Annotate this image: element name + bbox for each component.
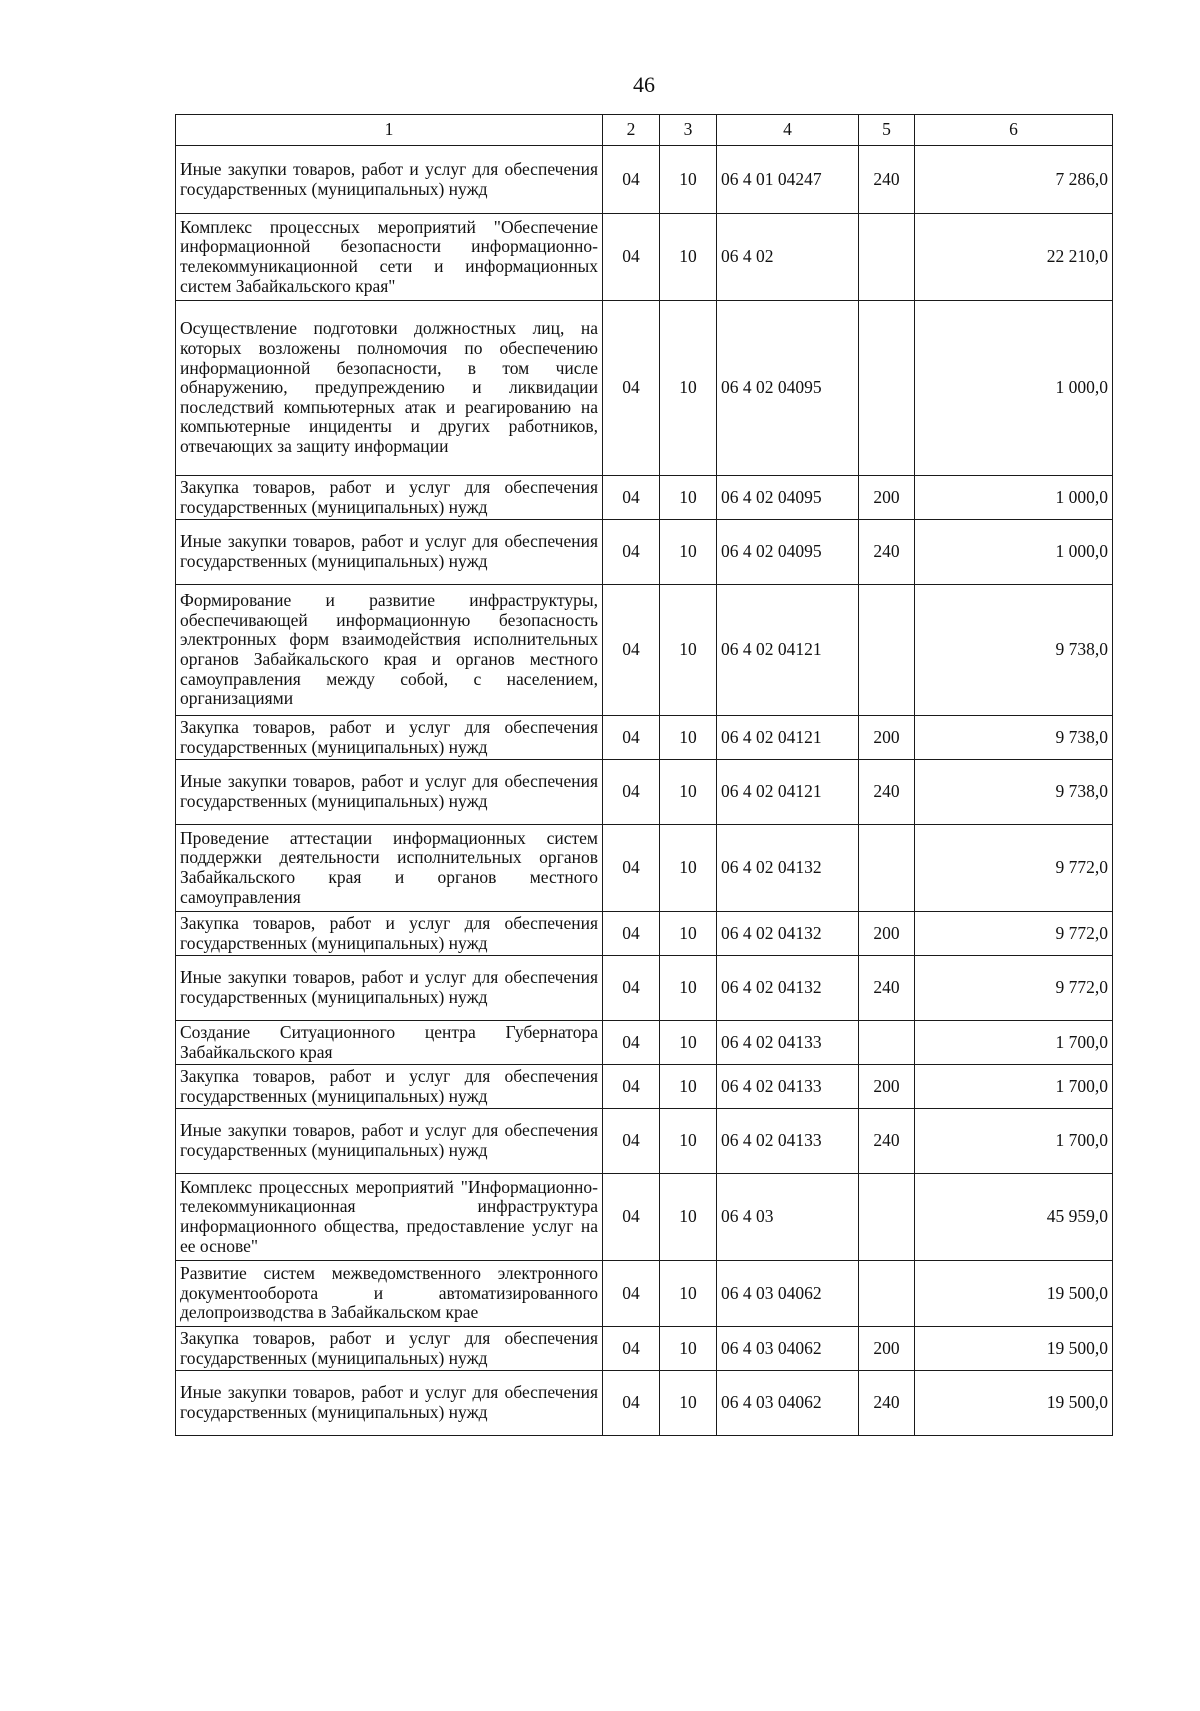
row-name: Закупка товаров, работ и услуг для обеспечения государственных (муниципальных) нужд xyxy=(176,1327,603,1371)
row-expense-type: 240 xyxy=(859,1371,915,1436)
table-row xyxy=(176,585,1113,716)
row-name: Создание Ситуационного центра Губернатора Забайкальского края xyxy=(176,1021,603,1065)
row-amount: 45 959,0 xyxy=(915,1174,1113,1261)
row-subsection-code: 10 xyxy=(660,585,717,716)
row-name: Закупка товаров, работ и услуг для обеспечения государственных (муниципальных) нужд xyxy=(176,716,603,760)
table-row xyxy=(176,716,1113,760)
row-section-code: 04 xyxy=(603,1065,660,1109)
row-amount: 1 000,0 xyxy=(915,520,1113,585)
row-target-article: 06 4 01 04247 xyxy=(717,146,859,214)
row-section-code: 04 xyxy=(603,956,660,1021)
row-name: Комплекс процессных мероприятий "Информационно-телекоммуникационная инфраструктура информационного общества, предоставление услуг на ее основе" xyxy=(176,1174,603,1261)
row-section-code: 04 xyxy=(603,520,660,585)
row-target-article: 06 4 02 04133 xyxy=(717,1065,859,1109)
row-expense-type: 200 xyxy=(859,716,915,760)
header-row xyxy=(176,115,1113,146)
table-row xyxy=(176,476,1113,520)
row-subsection-code: 10 xyxy=(660,1174,717,1261)
budget-table xyxy=(175,114,1113,1436)
header-col-6: 6 xyxy=(915,115,1113,146)
row-amount: 19 500,0 xyxy=(915,1371,1113,1436)
header-col-1: 1 xyxy=(176,115,603,146)
table-row xyxy=(176,1174,1113,1261)
row-name: Формирование и развитие инфраструктуры, обеспечивающей информационную безопасность электронных форм взаимодействия исполнительных органов Забайкальского края и органов местного самоуправления между собой, с населением, организациями xyxy=(176,585,603,716)
row-subsection-code: 10 xyxy=(660,301,717,476)
row-expense-type: 200 xyxy=(859,1065,915,1109)
table-row xyxy=(176,1065,1113,1109)
row-amount: 19 500,0 xyxy=(915,1327,1113,1371)
row-amount: 9 738,0 xyxy=(915,760,1113,825)
table-row xyxy=(176,1371,1113,1436)
row-amount: 1 700,0 xyxy=(915,1109,1113,1174)
row-target-article: 06 4 03 04062 xyxy=(717,1371,859,1436)
row-expense-type: 240 xyxy=(859,760,915,825)
row-subsection-code: 10 xyxy=(660,1065,717,1109)
row-subsection-code: 10 xyxy=(660,1109,717,1174)
row-name: Иные закупки товаров, работ и услуг для обеспечения государственных (муниципальных) нужд xyxy=(176,1371,603,1436)
row-expense-type xyxy=(859,1261,915,1327)
row-target-article: 06 4 02 04095 xyxy=(717,301,859,476)
row-section-code: 04 xyxy=(603,912,660,956)
row-expense-type: 240 xyxy=(859,956,915,1021)
row-section-code: 04 xyxy=(603,146,660,214)
row-expense-type xyxy=(859,585,915,716)
row-expense-type: 240 xyxy=(859,1109,915,1174)
table-body xyxy=(176,146,1113,1436)
row-target-article: 06 4 02 04121 xyxy=(717,585,859,716)
table-row xyxy=(176,760,1113,825)
row-section-code: 04 xyxy=(603,585,660,716)
row-section-code: 04 xyxy=(603,214,660,301)
row-subsection-code: 10 xyxy=(660,825,717,912)
page-number: 46 xyxy=(633,72,655,97)
row-target-article: 06 4 02 04121 xyxy=(717,760,859,825)
table-row xyxy=(176,1261,1113,1327)
row-target-article: 06 4 02 xyxy=(717,214,859,301)
table-row xyxy=(176,520,1113,585)
row-subsection-code: 10 xyxy=(660,476,717,520)
row-amount: 19 500,0 xyxy=(915,1261,1113,1327)
row-expense-type: 200 xyxy=(859,476,915,520)
table-row xyxy=(176,1327,1113,1371)
row-subsection-code: 10 xyxy=(660,146,717,214)
row-subsection-code: 10 xyxy=(660,956,717,1021)
row-section-code: 04 xyxy=(603,716,660,760)
row-target-article: 06 4 02 04095 xyxy=(717,476,859,520)
row-target-article: 06 4 02 04133 xyxy=(717,1021,859,1065)
table-row xyxy=(176,1021,1113,1065)
row-target-article: 06 4 02 04132 xyxy=(717,956,859,1021)
header-col-4: 4 xyxy=(717,115,859,146)
row-name: Развитие систем межведомственного электронного документооборота и автоматизированного делопроизводства в Забайкальском крае xyxy=(176,1261,603,1327)
row-amount: 1 000,0 xyxy=(915,301,1113,476)
row-expense-type xyxy=(859,1021,915,1065)
row-subsection-code: 10 xyxy=(660,214,717,301)
row-name: Иные закупки товаров, работ и услуг для обеспечения государственных (муниципальных) нужд xyxy=(176,956,603,1021)
row-subsection-code: 10 xyxy=(660,912,717,956)
row-amount: 9 772,0 xyxy=(915,825,1113,912)
row-amount: 22 210,0 xyxy=(915,214,1113,301)
table-header xyxy=(176,115,1113,146)
row-amount: 1 700,0 xyxy=(915,1021,1113,1065)
row-target-article: 06 4 03 04062 xyxy=(717,1327,859,1371)
row-section-code: 04 xyxy=(603,1327,660,1371)
row-subsection-code: 10 xyxy=(660,520,717,585)
table-row xyxy=(176,214,1113,301)
row-expense-type: 240 xyxy=(859,146,915,214)
row-section-code: 04 xyxy=(603,1109,660,1174)
row-section-code: 04 xyxy=(603,760,660,825)
row-name: Комплекс процессных мероприятий "Обеспечение информационной безопасности информационно-телекоммуникационной сети и информационных систем Забайкальского края" xyxy=(176,214,603,301)
row-subsection-code: 10 xyxy=(660,1021,717,1065)
row-target-article: 06 4 02 04121 xyxy=(717,716,859,760)
row-name: Проведение аттестации информационных систем поддержки деятельности исполнительных органов Забайкальского края и органов местного самоуправления xyxy=(176,825,603,912)
row-expense-type xyxy=(859,301,915,476)
row-section-code: 04 xyxy=(603,476,660,520)
header-col-3: 3 xyxy=(660,115,717,146)
row-name: Иные закупки товаров, работ и услуг для обеспечения государственных (муниципальных) нужд xyxy=(176,1109,603,1174)
table-row xyxy=(176,912,1113,956)
table-row xyxy=(176,1109,1113,1174)
row-amount: 1 700,0 xyxy=(915,1065,1113,1109)
row-target-article: 06 4 02 04095 xyxy=(717,520,859,585)
row-section-code: 04 xyxy=(603,1371,660,1436)
row-subsection-code: 10 xyxy=(660,716,717,760)
row-section-code: 04 xyxy=(603,301,660,476)
row-name: Иные закупки товаров, работ и услуг для обеспечения государственных (муниципальных) нужд xyxy=(176,760,603,825)
row-expense-type xyxy=(859,825,915,912)
table-row xyxy=(176,956,1113,1021)
table-row xyxy=(176,825,1113,912)
row-name: Осуществление подготовки должностных лиц, на которых возложены полномочия по обеспечению информационной безопасности, в том числе обнаружению, предупреждению и ликвидации последствий компьютерных атак и реагированию на компьютерные инциденты и других работников, отвечающих за защиту информации xyxy=(176,301,603,476)
row-target-article: 06 4 02 04132 xyxy=(717,912,859,956)
row-expense-type: 240 xyxy=(859,520,915,585)
row-target-article: 06 4 03 04062 xyxy=(717,1261,859,1327)
row-amount: 7 286,0 xyxy=(915,146,1113,214)
header-col-2: 2 xyxy=(603,115,660,146)
row-section-code: 04 xyxy=(603,1021,660,1065)
row-subsection-code: 10 xyxy=(660,1327,717,1371)
row-subsection-code: 10 xyxy=(660,1371,717,1436)
row-target-article: 06 4 02 04132 xyxy=(717,825,859,912)
row-name: Закупка товаров, работ и услуг для обеспечения государственных (муниципальных) нужд xyxy=(176,1065,603,1109)
row-expense-type: 200 xyxy=(859,1327,915,1371)
row-target-article: 06 4 03 xyxy=(717,1174,859,1261)
row-subsection-code: 10 xyxy=(660,760,717,825)
row-target-article: 06 4 02 04133 xyxy=(717,1109,859,1174)
row-amount: 9 772,0 xyxy=(915,912,1113,956)
table-row xyxy=(176,146,1113,214)
row-expense-type xyxy=(859,214,915,301)
row-name: Закупка товаров, работ и услуг для обеспечения государственных (муниципальных) нужд xyxy=(176,476,603,520)
row-section-code: 04 xyxy=(603,1261,660,1327)
row-amount: 9 738,0 xyxy=(915,585,1113,716)
row-amount: 1 000,0 xyxy=(915,476,1113,520)
row-expense-type xyxy=(859,1174,915,1261)
row-expense-type: 200 xyxy=(859,912,915,956)
header-col-5: 5 xyxy=(859,115,915,146)
row-name: Закупка товаров, работ и услуг для обеспечения государственных (муниципальных) нужд xyxy=(176,912,603,956)
table-row xyxy=(176,301,1113,476)
row-amount: 9 772,0 xyxy=(915,956,1113,1021)
row-amount: 9 738,0 xyxy=(915,716,1113,760)
row-section-code: 04 xyxy=(603,825,660,912)
row-section-code: 04 xyxy=(603,1174,660,1261)
row-name: Иные закупки товаров, работ и услуг для обеспечения государственных (муниципальных) нужд xyxy=(176,520,603,585)
row-subsection-code: 10 xyxy=(660,1261,717,1327)
row-name: Иные закупки товаров, работ и услуг для обеспечения государственных (муниципальных) нужд xyxy=(176,146,603,214)
